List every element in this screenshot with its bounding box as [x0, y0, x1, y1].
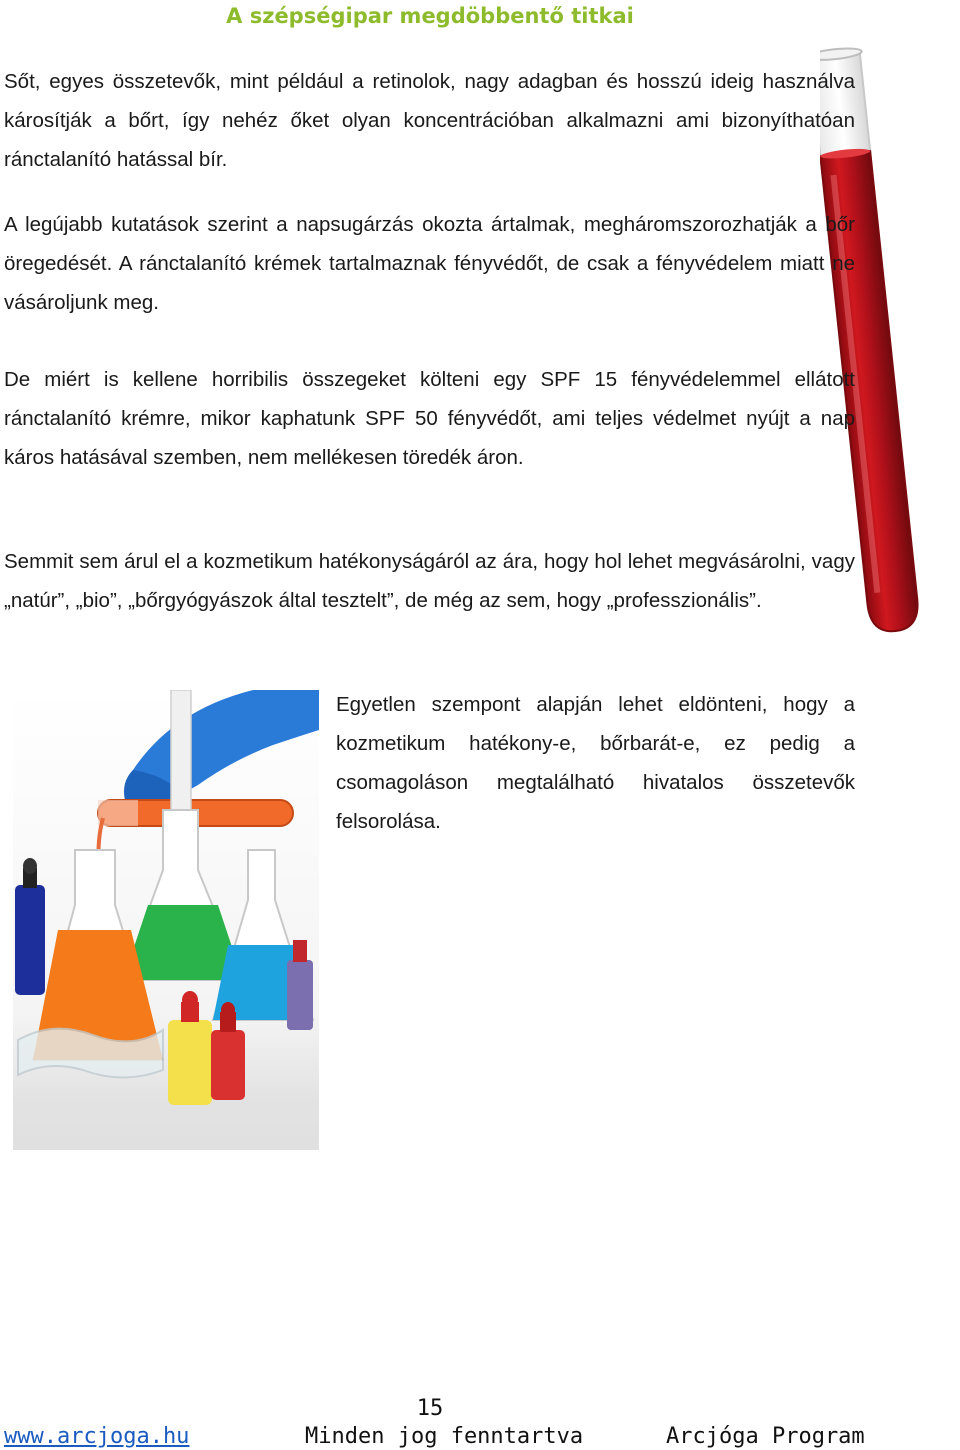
paragraph-spf: De miért is kellene horribilis összegeket költeni egy SPF 15 fényvédelemmel ellátott ránctalanító krémre, mikor kaphatunk SPF 50 fényvédőt, ami teljes védelmet nyújt a nap káros hatásával szemben, nem mellékesen töredék áron.	[4, 368, 855, 469]
laboratory-glassware-photo	[13, 690, 319, 1150]
paragraph-ingredients: Egyetlen szempont alapján lehet eldönteni, hogy a kozmetikum hatékony-e, bőrbarát-e, ez pedig a csomagoláson megtalálható hivatalos összetevők felsorolása.	[336, 693, 855, 833]
page-title: A szépségipar megdöbbentő titkai	[226, 4, 634, 28]
website-link[interactable]: www.arcjoga.hu	[4, 1424, 190, 1449]
footer-rights: Minden jog fenntartva	[305, 1424, 584, 1449]
paragraph-sun-damage: A legújabb kutatások szerint a napsugárzás okozta ártalmak, megháromszorozhatják a bőr öregedését. A ránctalanító krémek tartalmaznak fényvédőt, de csak a fényvédelem miatt ne vásároljunk meg.	[4, 213, 855, 314]
paragraph-retinol: Sőt, egyes összetevők, mint például a retinolok, nagy adagban és hosszú ideig használva károsítják a bőrt, így nehéz őket olyan koncentrációban alkalmazni ami bizonyíthatóan ránctalanító hatással bír.	[4, 70, 855, 171]
footer-program: Arcjóga Program	[666, 1424, 865, 1449]
page-number: 15	[416, 1396, 444, 1421]
paragraph-price: Semmit sem árul el a kozmetikum hatékonyságáról az ára, hogy hol lehet megvásárolni, vagy „natúr”, „bio”, „bőrgyógyászok által tesztelt”, de még az sem, hogy „professzionális”.	[4, 550, 855, 612]
